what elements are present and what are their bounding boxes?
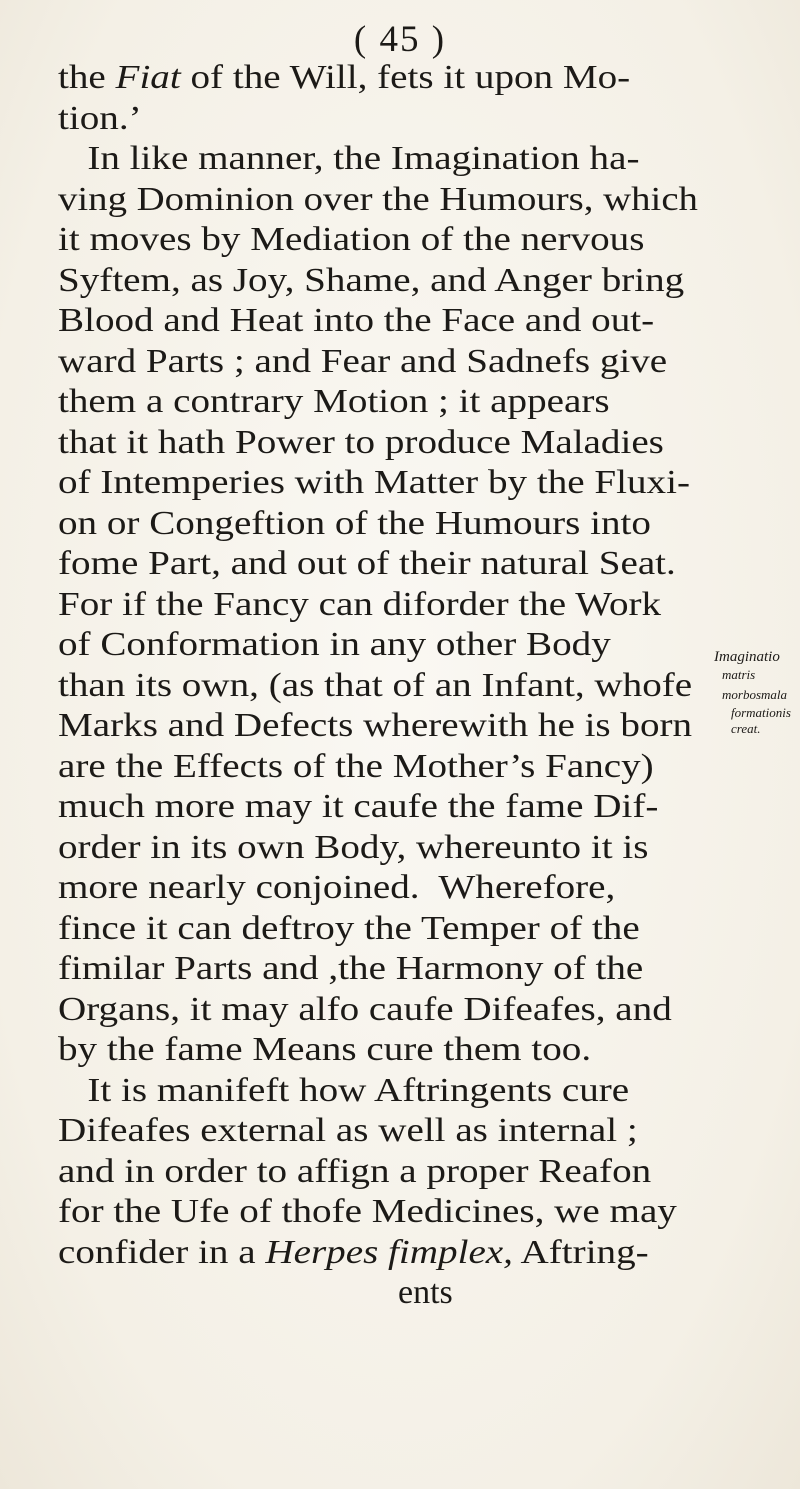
- text-run: Organs, it may alfo caufe Difeafes, and: [58, 990, 672, 1028]
- text-line: [58, 1111, 638, 1151]
- text-run: fome Part, and out of their natural Seat.: [58, 545, 676, 582]
- text-run: Blood and Heat into the Face and out-: [58, 302, 655, 339]
- text-run: for the Ufe of thofe Medicines, we may: [58, 1193, 677, 1230]
- text-line: [58, 949, 643, 989]
- text-line: [58, 1233, 649, 1273]
- text-run: confider in a: [58, 1233, 266, 1271]
- text-run: Aftring-: [512, 1233, 649, 1271]
- text-line: [58, 1192, 677, 1232]
- text-line: [58, 261, 684, 301]
- text-line: [58, 463, 690, 503]
- margin-note-morbosmala: morbosmala: [722, 687, 788, 702]
- text-run: of the Will, fets it upon Mo-: [180, 59, 631, 96]
- text-run: the: [58, 59, 116, 96]
- text-line: [58, 585, 661, 625]
- text-run: than its own, (as that of an Infant, whofe: [58, 666, 693, 704]
- text-line: [58, 828, 648, 868]
- margin-note-matris: matris: [722, 667, 756, 682]
- text-line: [58, 625, 611, 665]
- text-run: on or Congeftion of the Humours into: [58, 504, 651, 542]
- text-line: [58, 180, 698, 220]
- text-line: [58, 544, 676, 584]
- italic-phrase: Fiat: [115, 59, 181, 96]
- text-line: [58, 787, 658, 827]
- text-line: [58, 747, 654, 787]
- margin-note-formationis: formationis: [731, 705, 791, 720]
- margin-note-imaginatio: Imaginatio: [714, 649, 780, 665]
- text-run: fince it can deftroy the Temper of the: [58, 909, 640, 947]
- text-run: In like manner, the Imagination ha-: [58, 140, 640, 177]
- text-line: [58, 99, 142, 139]
- text-line: [58, 868, 615, 908]
- text-run: ward Parts ; and Fear and Sadnefs give: [58, 342, 668, 380]
- text-run: It is manifeft how Aftringents cure: [58, 1071, 630, 1109]
- text-line: [58, 504, 651, 544]
- text-run: them a contrary Motion ; it appears: [58, 383, 610, 420]
- text-run: For if the Fancy can diforder the Work: [58, 585, 662, 623]
- text-line: [58, 1071, 629, 1111]
- text-line: [58, 909, 640, 949]
- text-run: Syftem, as Joy, Shame, and Anger bring: [58, 261, 685, 299]
- text-run: more nearly conjoined. Wherefore,: [58, 869, 616, 906]
- margin-note-creat: creat.: [731, 721, 761, 736]
- body-text: [0, 58, 800, 1478]
- text-line: [58, 423, 664, 463]
- text-line: [58, 1273, 453, 1313]
- text-line: [58, 382, 610, 422]
- text-run: ving Dominion over the Humours, which: [58, 180, 698, 218]
- text-run: ents: [58, 1274, 453, 1311]
- text-line: [58, 220, 644, 260]
- text-run: it moves by Mediation of the nervous: [58, 221, 645, 258]
- text-run: of Conformation in any other Body: [58, 626, 611, 663]
- text-run: of Intemperies with Matter by the Fluxi-: [58, 464, 690, 501]
- text-run: much more may it caufe the fame Dif-: [58, 788, 659, 825]
- text-line: [58, 342, 667, 382]
- text-line: [58, 990, 672, 1030]
- text-run: and in order to affign a proper Reafon: [58, 1152, 652, 1190]
- text-run: order in its own Body, whereunto it is: [58, 828, 649, 866]
- text-run: that it hath Power to produce Maladies: [58, 423, 664, 461]
- text-line: [58, 1152, 651, 1192]
- text-line: [58, 666, 692, 706]
- text-line: [58, 58, 630, 98]
- text-run: fimilar Parts and ,the Harmony of the: [58, 950, 644, 987]
- text-line: [58, 706, 692, 746]
- page-number: ( 45 ): [353, 19, 447, 60]
- text-run: Difeafes external as well as internal ;: [58, 1112, 638, 1149]
- italic-phrase: Herpes fimplex,: [265, 1233, 513, 1271]
- text-run: tion.’: [58, 99, 142, 137]
- text-line: [58, 301, 654, 341]
- text-run: are the Effects of the Mother’s Fancy): [58, 747, 654, 785]
- text-line: [58, 139, 639, 179]
- text-run: by the fame Means cure them too.: [58, 1031, 592, 1068]
- text-line: [58, 1030, 591, 1070]
- text-run: Marks and Defects wherewith he is born: [58, 707, 693, 744]
